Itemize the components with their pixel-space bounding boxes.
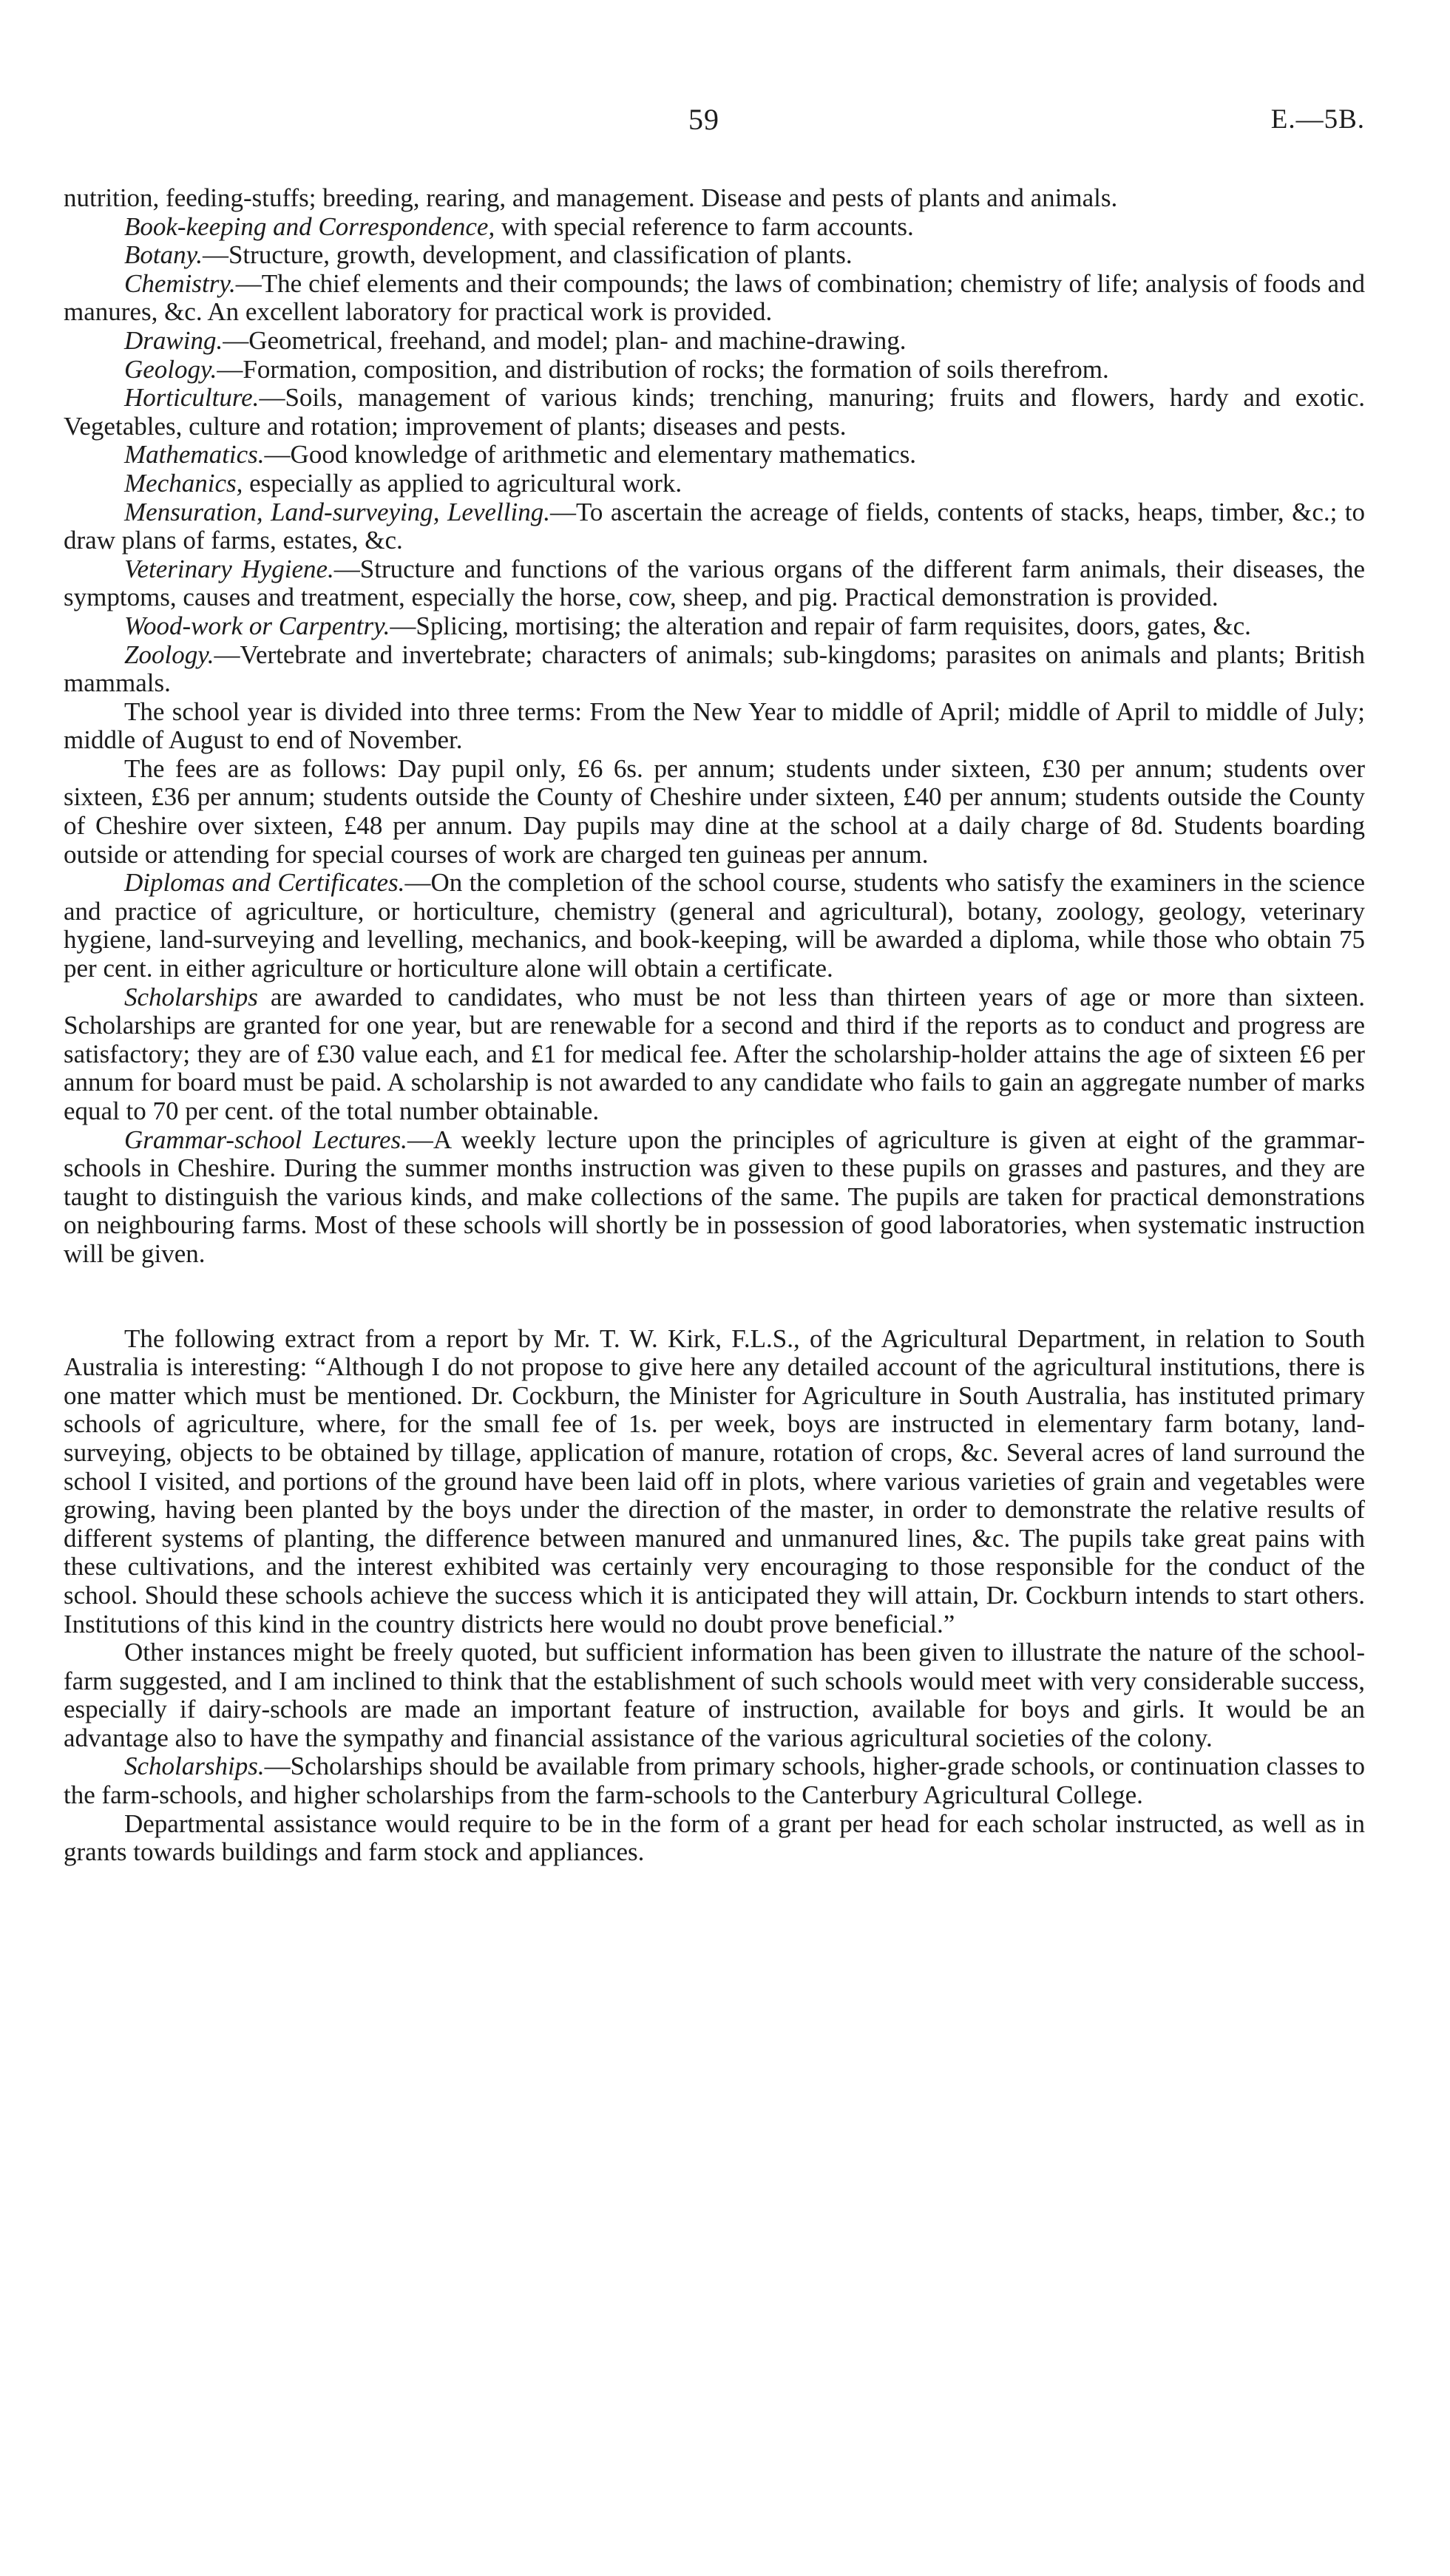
subject-botany: Botany.—Structure, growth, development, and classification of plants. xyxy=(124,240,853,270)
paragraph-grammar-school-lectures: Grammar-school Lectures.—A weekly lecture upon the principles of agriculture is given at eight of the grammar-schools in Cheshire. During the summer months instruction was given to these pupils on grasses and pastures, and they are taught to distinguish the various kinds, and make collections of the same. The pupils are taken for practical demonstrations on neighbouring farms. Most of these schools will shortly be in possession of good laboratories, when systematic instruction will be given. xyxy=(64,1125,1365,1268)
paragraph-continuation: nutrition, feeding-stuffs; breeding, rearing, and management. Disease and pests of plants and animals. xyxy=(64,183,1118,212)
section-gap xyxy=(64,1269,1365,1325)
subject-veterinary-hygiene: Veterinary Hygiene.—Structure and functions of the various organs of the different farm animals, their diseases, the symptoms, causes and treatment, especially the horse, cow, sheep, and pig. Practical demonstration is provided. xyxy=(64,554,1365,612)
paragraph-other-instances: Other instances might be freely quoted, but sufficient information has been given to illustrate the nature of the school-farm suggested, and I am inclined to think that the establishment of such schools would meet with very considerable success, especially if dairy-schools are made an important feature of instruction, available for boys and girls. It would be an advantage also to have the sympathy and financial assistance of the various agricultural societies of the colony. xyxy=(64,1638,1365,1752)
paragraph-diplomas: Diplomas and Certificates.—On the completion of the school course, students who satisfy the examiners in the science and practice of agriculture, or horticulture, chemistry (general and agricultural), botany, zoology, geology, veterinary hygiene, land-surveying and levelling, mechanics, and book-keeping, will be awarded a diploma, while those who obtain 75 per cent. in either agriculture or horticulture alone will obtain a certificate. xyxy=(64,868,1365,983)
subject-zoology: Zoology.—Vertebrate and invertebrate; characters of animals; sub-kingdoms; parasites on animals and plants; British mammals. xyxy=(64,640,1365,698)
subject-horticulture: Horticulture.—Soils, management of various kinds; trenching, manuring; fruits and flowers, hardy and exotic. Vegetables, culture and rotation; improvement of plants; diseases and pests. xyxy=(64,383,1365,441)
subject-wood-work: Wood-work or Carpentry.—Splicing, mortising; the alteration and repair of farm requisites, doors, gates, &c. xyxy=(124,611,1251,640)
subject-drawing: Drawing.—Geometrical, freehand, and model; plan- and machine-drawing. xyxy=(124,325,907,355)
paragraph-scholarships: Scholarships are awarded to candidates, who must be not less than thirteen years of age or more than sixteen. Scholarships are granted for one year, but are renewable for a second and third if the reports as to conduct and progress are satisfactory; they are of £30 value each, and £1 for medical fee. After the scholarship-holder attains the age of sixteen £6 per annum for board must be paid. A scholarship is not awarded to any candidate who fails to gain an aggregate number of marks equal to 70 per cent. of the total number obtainable. xyxy=(64,982,1365,1125)
subject-chemistry: Chemistry.—The chief elements and their compounds; the laws of combination; chemistry of life; analysis of foods and manures, &c. An excellent laboratory for practical work is provided. xyxy=(64,268,1365,327)
document-reference: E.—5B. xyxy=(1270,104,1365,135)
page-number: 59 xyxy=(688,103,719,136)
subject-book-keeping: Book-keeping and Correspondence, with special reference to farm accounts. xyxy=(124,211,914,241)
subject-mathematics: Mathematics.—Good knowledge of arithmetic and elementary mathematics. xyxy=(124,440,917,470)
page-header xyxy=(64,103,1365,143)
paragraph-kirk-report: The following extract from a report by Mr. T. W. Kirk, F.L.S., of the Agricultural Department, in relation to South Australia is interesting: “Although I do not propose to give here any detailed account of the agricultural institutions, there is one matter which must be mentioned. Dr. Cockburn, the Minister for Agriculture in South Australia, has instituted primary schools of agriculture, where, for the small fee of 1s. per week, boys are instructed in elementary farm botany, land-surveying, objects to be obtained by tillage, application of manure, rotation of crops, &c. Several acres of land surround the school I visited, and portions of the ground have been laid off in plots, where various varieties of grain and vegetables were growing, having been planted by the boys under the direction of the master, in order to demonstrate the relative results of different systems of planting, the difference between manured and unmanured lines, &c. The pupils take great pains with these cultivations, and the interest exhibited was certainly very encouraging to those responsible for the conduct of the school. Should these schools achieve the success which it is anticipated they will attain, Dr. Cockburn intends to start others. Institutions of this kind in the country districts here would no doubt prove beneficial.” xyxy=(64,1323,1365,1638)
subject-mensuration: Mensuration, Land-surveying, Levelling.—To ascertain the acreage of fields, contents of stacks, heaps, timber, &c.; to draw plans of farms, estates, &c. xyxy=(64,497,1365,555)
paragraph-school-year: The school year is divided into three terms: From the New Year to middle of April; middle of April to middle of July; middle of August to end of November. xyxy=(64,696,1365,755)
subject-geology: Geology.—Formation, composition, and distribution of rocks; the formation of soils therefrom. xyxy=(124,354,1109,384)
document-body xyxy=(64,184,1365,1867)
paragraph-fees: The fees are as follows: Day pupil only, £6 6s. per annum; students under sixteen, £30 per annum; students over sixteen, £36 per annum; students outside the County of Cheshire under sixteen, £40 per annum; students outside the County of Cheshire over sixteen, £48 per annum. Day pupils may dine at the school at a daily charge of 8d. Students boarding outside or attending for special courses of work are charged ten guineas per annum. xyxy=(64,753,1365,869)
paragraph-departmental-assistance: Departmental assistance would require to be in the form of a grant per head for each scholar instructed, as well as in grants towards buildings and farm stock and appliances. xyxy=(64,1809,1365,1867)
paragraph-scholarships-farm-schools: Scholarships.—Scholarships should be available from primary schools, higher-grade schools, or continuation classes to the farm-schools, and higher scholarships from the farm-schools to the Canterbury Agricultural College. xyxy=(64,1752,1365,1810)
subject-mechanics: Mechanics, especially as applied to agricultural work. xyxy=(124,468,682,498)
document-page xyxy=(64,0,1365,2576)
